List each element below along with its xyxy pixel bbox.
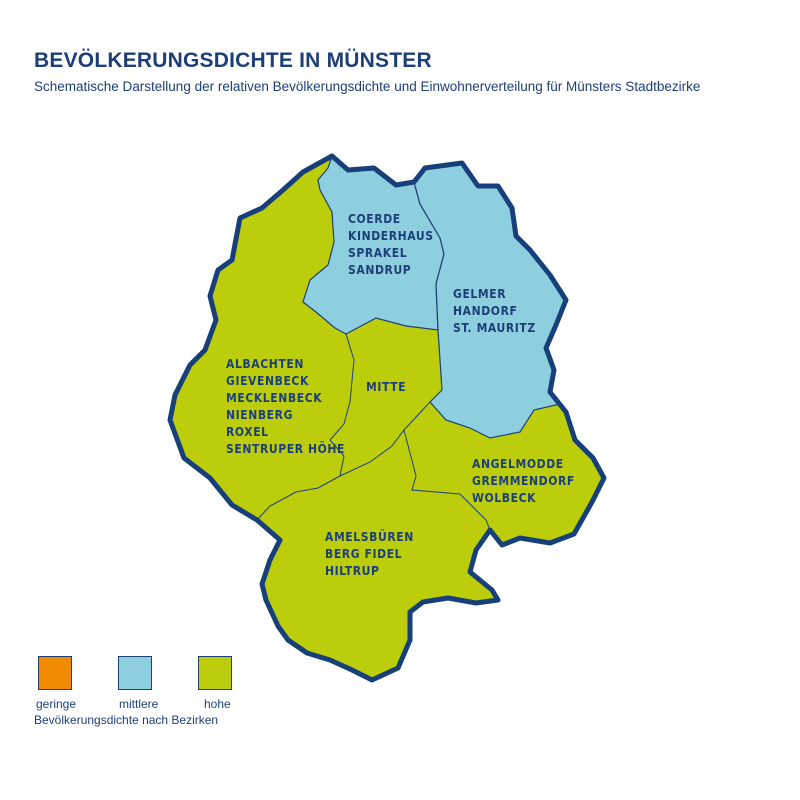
legend-label-hohe: hohe [204,697,231,711]
district-label-mitte: MITTE [366,380,407,394]
district-label-hiltrup: AMELSBÜREN BERG FIDEL HILTRUP [325,530,414,578]
district-label-ost: GELMER HANDORF ST. MAURITZ [453,287,536,335]
map-title: BEVÖLKERUNGSDICHTE IN MÜNSTER [34,49,432,72]
legend-caption: Bevölkerungsdichte nach Bezirken [34,713,219,727]
legend-label-geringe: geringe [36,697,77,711]
district-label-suedost: ANGELMODDE GREMMENDORF WOLBECK [472,457,575,505]
district-label-west: ALBACHTEN GIEVENBECK MECKLENBECK NIENBERG ROXEL SENTRUPER HÖHE [226,357,346,456]
map-subtitle: Schematische Darstellung der relativen Bevölkerungsdichte und Einwohnerverteilung für Münsters Stadtbezirke [34,79,701,94]
legend-swatch-mittlere [118,656,152,690]
legend-swatch-hohe [198,656,232,690]
legend-swatch-geringe [38,656,72,690]
legend-label-mittlere: mittlere [119,697,159,711]
district-label-nord: COERDE KINDERHAUS SPRAKEL SANDRUP [348,212,434,277]
